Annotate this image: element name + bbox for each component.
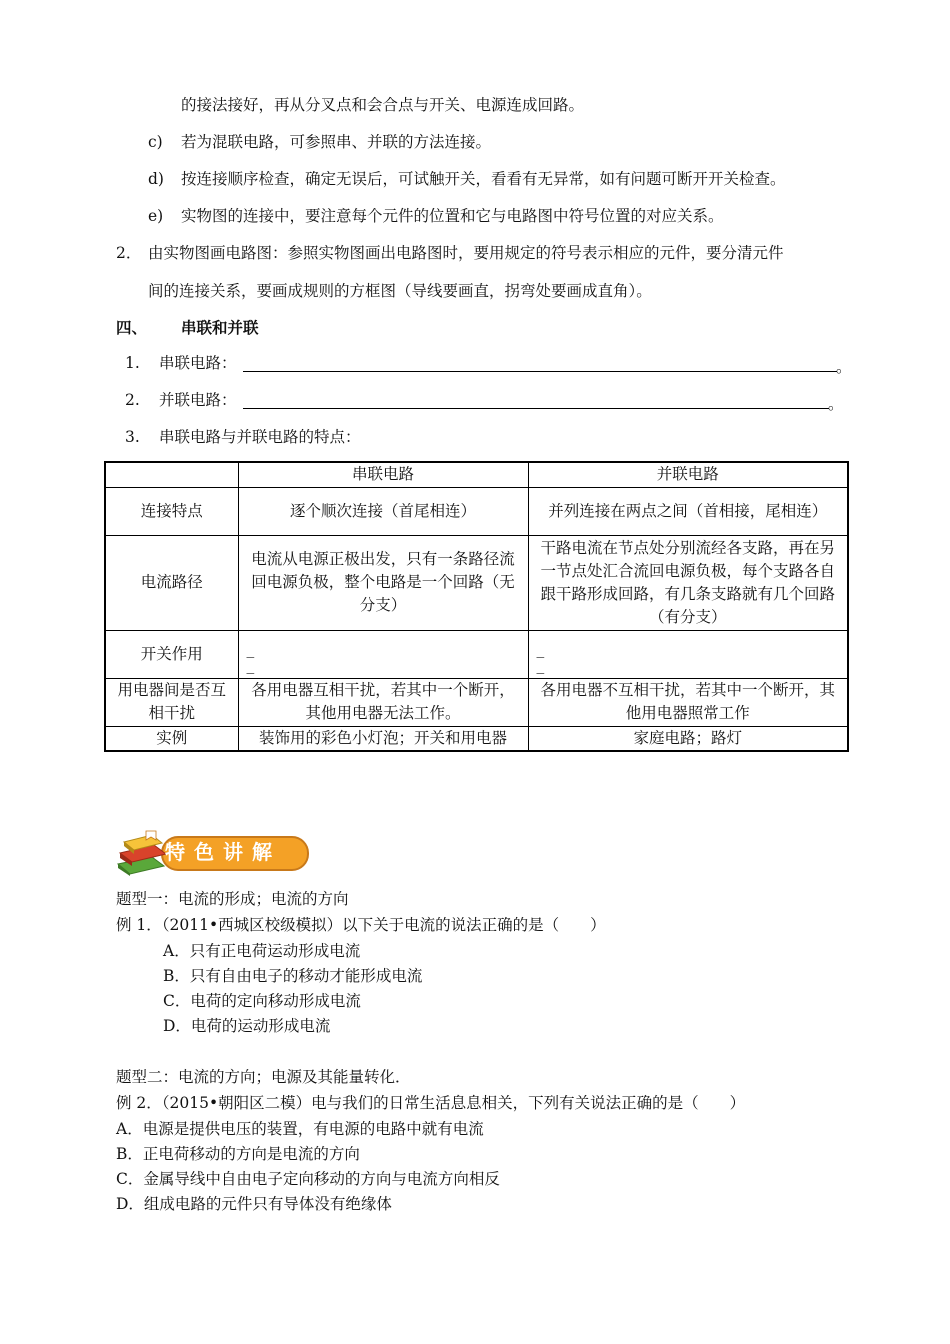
row-label-connection: 连接特点 [105,487,238,535]
section4-title: 串联和并联 [181,318,259,337]
intro-item-d-marker: d) [148,170,164,188]
item2-line2: 间的连接关系，要画成规则的方框图（导线要画直，拐弯处要画成直角）。 [148,282,652,300]
type1-option-c[interactable]: C．电荷的定向移动形成电流 [163,992,361,1010]
type2-option-b[interactable]: B．正电荷移动的方向是电流的方向 [116,1145,360,1163]
type1-option-d[interactable]: D．电荷的运动形成电流 [163,1017,331,1035]
cell-parallel-interference: 各用电器不互相干扰，若其中一个断开，其他用电器照常工作 [528,678,848,726]
table-row [105,678,848,726]
q2-answer-blank[interactable] [243,408,829,409]
item2-line1: 由实物图画电路图：参照实物图画出电路图时，要用规定的符号表示相应的元件，要分清元件 [148,244,784,262]
q3-marker: 3. [125,428,140,446]
books-icon [118,831,166,876]
cell-series-examples: 装饰用的彩色小灯泡；开关和用电器 [238,726,528,751]
q3-label: 串联电路与并联电路的特点： [159,428,361,446]
banner-label: 特色讲解 [165,840,281,864]
cell-parallel-switch-role-blank[interactable]: _ _ [528,630,848,678]
type1-title: 题型一：电流的形成；电流的方向 [116,890,349,908]
intro-item-d-text: 按连接顺序检查，确定无误后，可试触开关，看看有无异常，如有问题可断开开关检查。 [181,170,786,188]
type2-option-d[interactable]: D．组成电路的元件只有导体没有绝缘体 [116,1195,392,1213]
item2-marker: 2． [116,244,142,262]
type1-question: 例 1．（2011•西城区校级模拟）以下关于电流的说法正确的是（ ） [116,916,606,934]
q2-marker: 2. [125,391,140,409]
series-parallel-comparison-table [104,461,849,752]
row-label-switch-role: 开关作用 [105,630,238,678]
cell-series-current-path: 电流从电源正极出发，只有一条路径流回电源负极，整个电路是一个回路（无分支） [238,535,528,630]
type2-title: 题型二：电流的方向；电源及其能量转化． [116,1068,411,1086]
row-label-interference: 用电器间是否互相干扰 [105,678,238,726]
table-header-corner [105,462,238,487]
type2-option-a[interactable]: A．电源是提供电压的装置，有电源的电路中就有电流 [116,1120,484,1138]
cell-series-interference: 各用电器互相干扰，若其中一个断开，其他用电器无法工作。 [238,678,528,726]
row-label-examples: 实例 [105,726,238,751]
q1-label: 串联电路： [159,354,237,372]
type1-option-a[interactable]: A．只有正电荷运动形成电流 [163,942,361,960]
cell-parallel-examples: 家庭电路；路灯 [528,726,848,751]
table-header-parallel: 并联电路 [528,462,848,487]
table-row [105,630,848,678]
q1-period: 。 [836,358,852,376]
cell-series-switch-role-blank[interactable]: _ _ [238,630,528,678]
type1-option-b[interactable]: B．只有自由电子的移动才能形成电流 [163,967,423,985]
table-row [105,726,848,751]
table-header-row [105,462,848,487]
row-label-current-path: 电流路径 [105,535,238,630]
cell-parallel-current-path: 干路电流在节点处分别流经各支路，再在另一节点处汇合流回电源负极，每个支路各自跟干路形成回路，有几条支路就有几个回路（有分支） [528,535,848,630]
table-row [105,535,848,630]
intro-item-c-marker: c) [148,133,163,151]
intro-item-c-text: 若为混联电路，可参照串、并联的方法连接。 [181,133,492,151]
intro-item-e-marker: e) [148,207,164,225]
q2-period: 。 [828,395,844,413]
q1-answer-blank[interactable] [243,371,837,372]
table-row [105,487,848,535]
type2-question: 例 2．（2015•朝阳区二模）电与我们的日常生活息息相关，下列有关说法正确的是（ ） [116,1094,746,1112]
intro-item-e-text: 实物图的连接中，要注意每个元件的位置和它与电路图中符号位置的对应关系。 [181,207,724,225]
q1-marker: 1. [125,354,140,372]
type2-option-c[interactable]: C．金属导线中自由电子定向移动的方向与电流方向相反 [116,1170,500,1188]
cell-series-connection: 逐个顺次连接（首尾相连） [238,487,528,535]
cell-parallel-connection: 并列连接在两点之间（首相接，尾相连） [528,487,848,535]
table-header-series: 串联电路 [238,462,528,487]
intro-line-continuation: 的接法接好，再从分叉点和会合点与开关、电源连成回路。 [181,96,585,114]
section4-marker: 四、 [116,318,148,337]
q2-label: 并联电路： [159,391,237,409]
